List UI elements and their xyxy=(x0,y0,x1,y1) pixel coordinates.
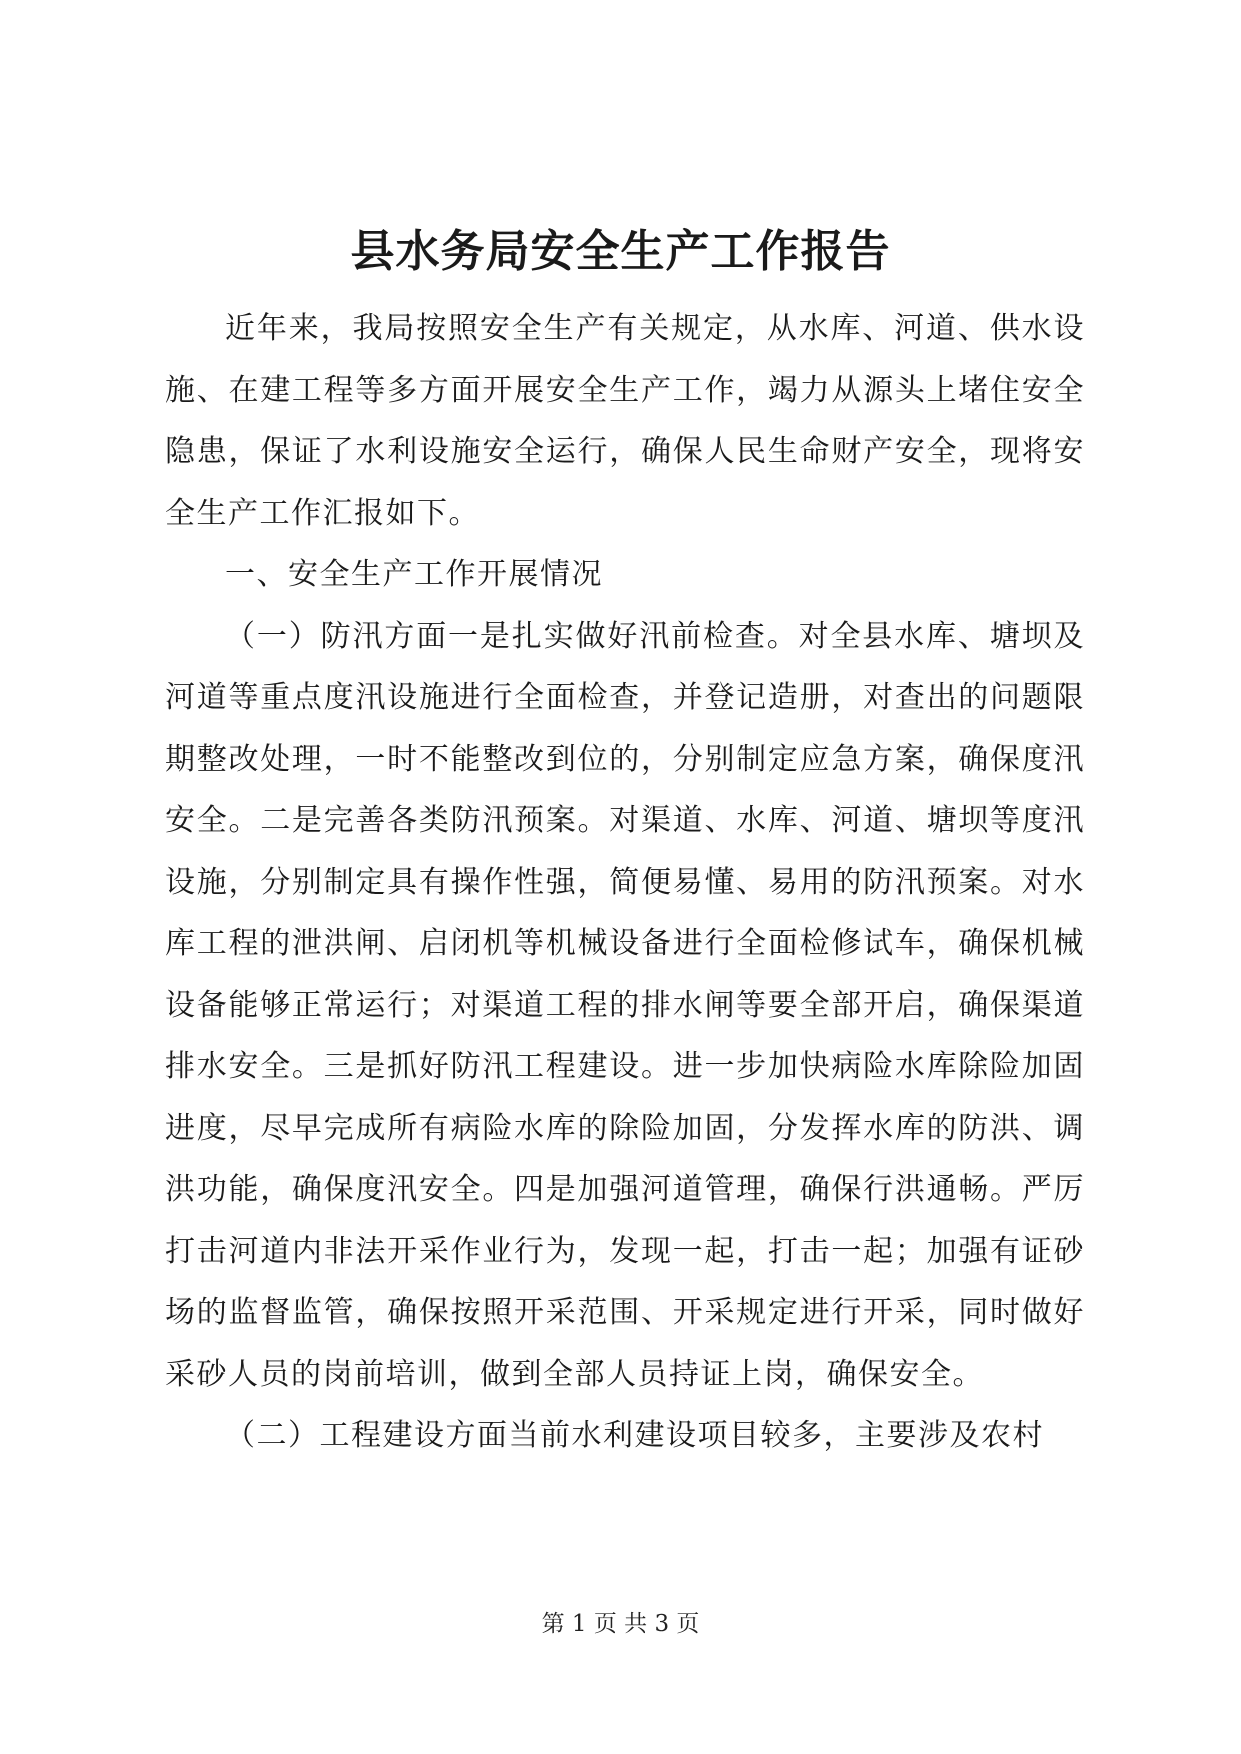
intro-paragraph: 近年来，我局按照安全生产有关规定，从水库、河道、供水设施、在建工程等多方面开展安全生产工作，竭力从源头上堵住安全隐患，保证了水利设施安全运行，确保人民生命财产安全，现将安全生产工作汇报如下。 xyxy=(165,311,1085,531)
section-heading: 一、安全生产工作开展情况 xyxy=(225,557,603,592)
engineering-paragraph: （二）工程建设方面当前水利建设项目较多，主要涉及农村 xyxy=(225,1418,1044,1453)
page-footer: 第 1 页 共 3 页 xyxy=(541,1611,700,1637)
document-body xyxy=(165,298,1085,1467)
flood-control-paragraph: （一）防汛方面一是扎实做好汛前检查。对全县水库、塘坝及河道等重点度汛设施进行全面检查，并登记造册，对查出的问题限期整改处理，一时不能整改到位的，分别制定应急方案，确保度汛安全。二是完善各类防汛预案。对渠道、水库、河道、塘坝等度汛设施，分别制定具有操作性强，简便易懂、易用的防汛预案。对水库工程的泄洪闸、启闭机等机械设备进行全面检修试车，确保机械设备能够正常运行；对渠道工程的排水闸等要全部开启，确保渠道排水安全。三是抓好防汛工程建设。进一步加快病险水库除险加固进度，尽早完成所有病险水库的除险加固，分发挥水库的防洪、调洪功能，确保度汛安全。四是加强河道管理，确保行洪通畅。严厉打击河道内非法开采作业行为，发现一起，打击一起；加强有证砂场的监督监管，确保按照开采范围、开采规定进行开采，同时做好采砂人员的岗前培训，做到全部人员持证上岗，确保安全。 xyxy=(165,618,1085,1392)
document-title: 县水务局安全生产工作报告 xyxy=(350,226,891,277)
